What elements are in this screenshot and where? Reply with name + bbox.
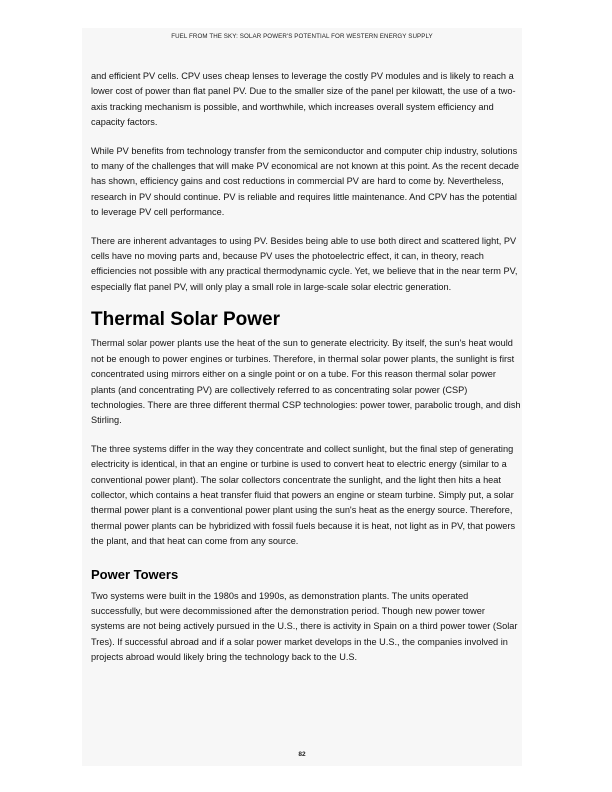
section-heading-thermal-solar-power: Thermal Solar Power (91, 309, 281, 331)
document-body (91, 69, 521, 679)
paragraph-three-systems: The three systems differ in the way they concentrate and collect sunlight, but the final step of generating electricity is identical, in that an engine or turbine is used to convert heat to electric energy (similar to a conventional power plant). The solar collectors concentrate the sunlight, and the light then hits a heat collector, which contains a heat transfer fluid that powers an engine or steam turbine. Simply put, a solar thermal power plant is a conventional power plant using the sun's heat as the energy source. Therefore, thermal power plants can be hybridized with fossil fuels because it is heat, not light as in PV, that powers the plant, and that heat can come from any source. (91, 443, 516, 547)
paragraph-power-towers: Two systems were built in the 1980s and 1990s, as demonstration plants. The units operated successfully, but were decommissioned after the demonstration period. Though new power tower systems are not being actively pursued in the U.S., there is activity in Spain on a third power tower (Solar Tres). If successful abroad and if a solar power market develops in the U.S., the companies involved in projects abroad would likely bring the technology back to the U.S. (91, 590, 518, 663)
paragraph-pv-advantages: There are inherent advantages to using PV. Besides being able to use both direct and scattered light, PV cells have no moving parts and, because PV uses the photoelectric effect, it can, in theory, reach efficiencies not possible with any practical thermodynamic cycle. Yet, we believe that in the near term PV, especially flat panel PV, will only play a small role in large-scale solar electric generation. (91, 235, 518, 292)
running-header: FUEL FROM THE SKY: SOLAR POWER'S POTENTIAL FOR WESTERN ENERGY SUPPLY (171, 33, 433, 40)
page-number: 82 (298, 751, 306, 758)
paragraph-cpv-efficiency: and efficient PV cells. CPV uses cheap lenses to leverage the costly PV modules and is likely to reach a lower cost of power than flat panel PV. Due to the smaller size of the panel per kilowatt, the use of a two-axis tracking mechanism is possible, and worthwhile, which increases overall system efficiency and capacity factors. (91, 71, 516, 128)
paragraph-pv-research: While PV benefits from technology transfer from the semiconductor and computer chip industry, solutions to many of the challenges that will make PV economical are not known at this point. As the recent decade has shown, efficiency gains and cost reductions in commercial PV are hard to come by. Nevertheless, research in PV should continue. PV is reliable and requires little maintenance. And CPV has the potential to leverage PV cell performance. (91, 145, 519, 218)
paragraph-thermal-intro: Thermal solar power plants use the heat of the sun to generate electricity. By itself, the sun's heat would not be enough to power engines or turbines. Therefore, in thermal solar power plants, the sunlight is first concentrated using mirrors either on a single point or on a tube. For this reason thermal solar power plants (and concentrating PV) are collectively referred to as concentrating solar power (CSP) technologies. There are three different thermal CSP technologies: power tower, parabolic trough, and dish Stirling. (91, 338, 521, 426)
subsection-heading-power-towers: Power Towers (91, 566, 179, 582)
